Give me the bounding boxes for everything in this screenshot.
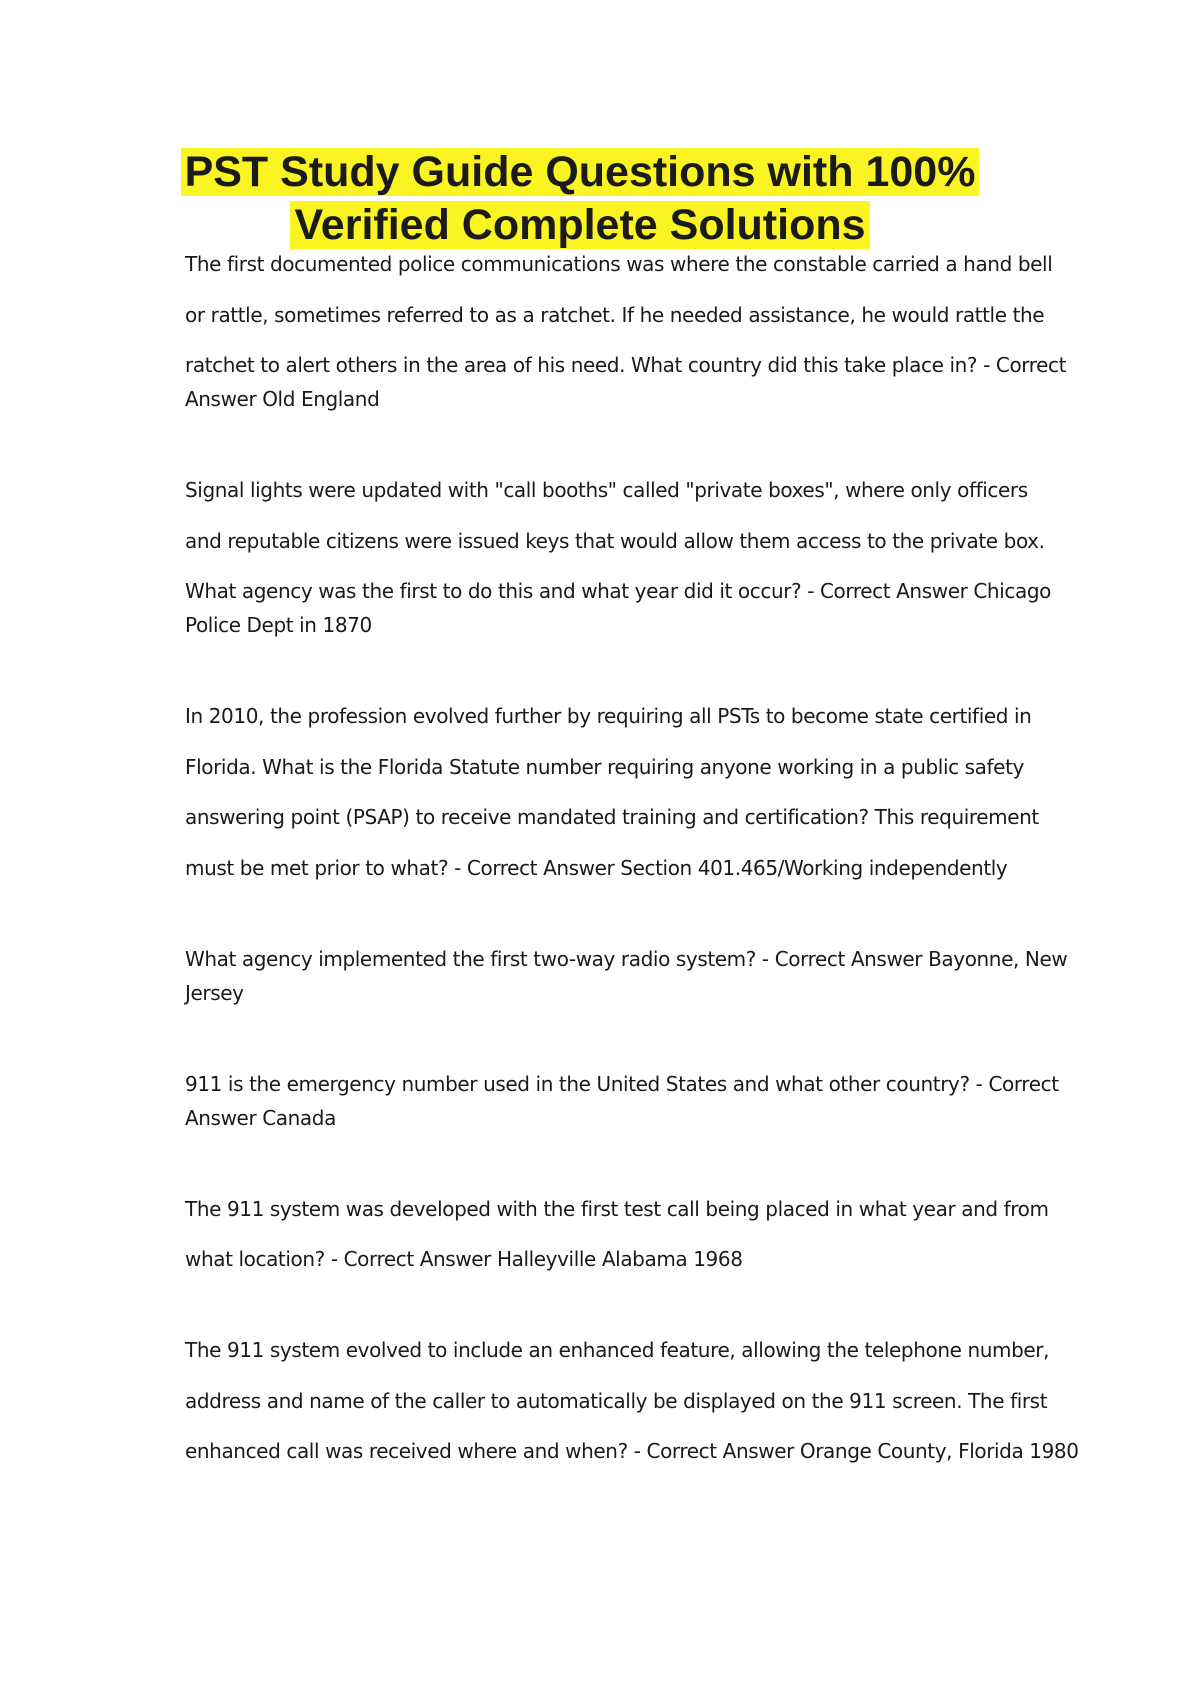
qa-item: [185, 702, 1039, 888]
qa-text-line: What agency was the first to do this and what year did it occur? - Correct Answer Chicago: [185, 579, 1051, 603]
qa-text-line: Signal lights were updated with "call booths" called "private boxes", where only officers: [185, 478, 1028, 502]
qa-text-line: Florida. What is the Florida Statute number requiring anyone working in a public safety: [185, 754, 1024, 779]
qa-text-line: Answer Canada: [185, 1105, 336, 1130]
qa-text-line: answering point (PSAP) to receive mandated training and certification? This requirement: [185, 805, 1039, 829]
qa-item: [185, 250, 1067, 419]
qa-text-line: In 2010, the profession evolved further by requiring all PSTs to become state certified in: [185, 704, 1032, 728]
qa-text-line: The 911 system evolved to include an enhanced feature, allowing the telephone number,: [185, 1338, 1050, 1362]
qa-text-line: Jersey: [185, 980, 244, 1005]
qa-text-line: Police Dept in 1870: [185, 613, 372, 637]
qa-text-line: The 911 system was developed with the first test call being placed in what year and from: [185, 1196, 1049, 1221]
qa-text-line: what location? - Correct Answer Halleyville Alabama 1968: [185, 1247, 743, 1271]
qa-text-line: or rattle, sometimes referred to as a ratchet. If he needed assistance, he would rattle the: [185, 302, 1045, 327]
qa-text-line: must be met prior to what? - Correct Answer Section 401.465/Working independently: [185, 855, 1008, 880]
qa-text-line: 911 is the emergency number used in the United States and what other country? - Correct: [185, 1071, 1059, 1096]
qa-item: [185, 1195, 1049, 1280]
qa-text-line: and reputable citizens were issued keys that would allow them access to the private box.: [185, 528, 1045, 553]
qa-item: [185, 945, 1068, 1013]
qa-text-line: Answer Old England: [185, 387, 380, 411]
qa-item: [185, 1336, 1079, 1471]
qa-text-line: What agency implemented the first two-way radio system? - Correct Answer Bayonne, New: [185, 946, 1068, 971]
title-line-2: Verified Complete Solutions: [290, 201, 869, 249]
qa-text-line: enhanced call was received where and when? - Correct Answer Orange County, Florida 1980: [185, 1439, 1079, 1463]
qa-item: [185, 1070, 1059, 1138]
qa-item: [185, 476, 1051, 645]
title-line-1: PST Study Guide Questions with 100%: [181, 148, 980, 196]
document-title: [0, 146, 1160, 252]
qa-text-line: address and name of the caller to automatically be displayed on the 911 screen. The first: [185, 1388, 1048, 1413]
qa-text-line: ratchet to alert others in the area of his need. What country did this take place in? - Correct: [185, 353, 1067, 377]
qa-list: [185, 250, 1079, 1528]
qa-text-line: The first documented police communications was where the constable carried a hand bell: [185, 252, 1053, 276]
